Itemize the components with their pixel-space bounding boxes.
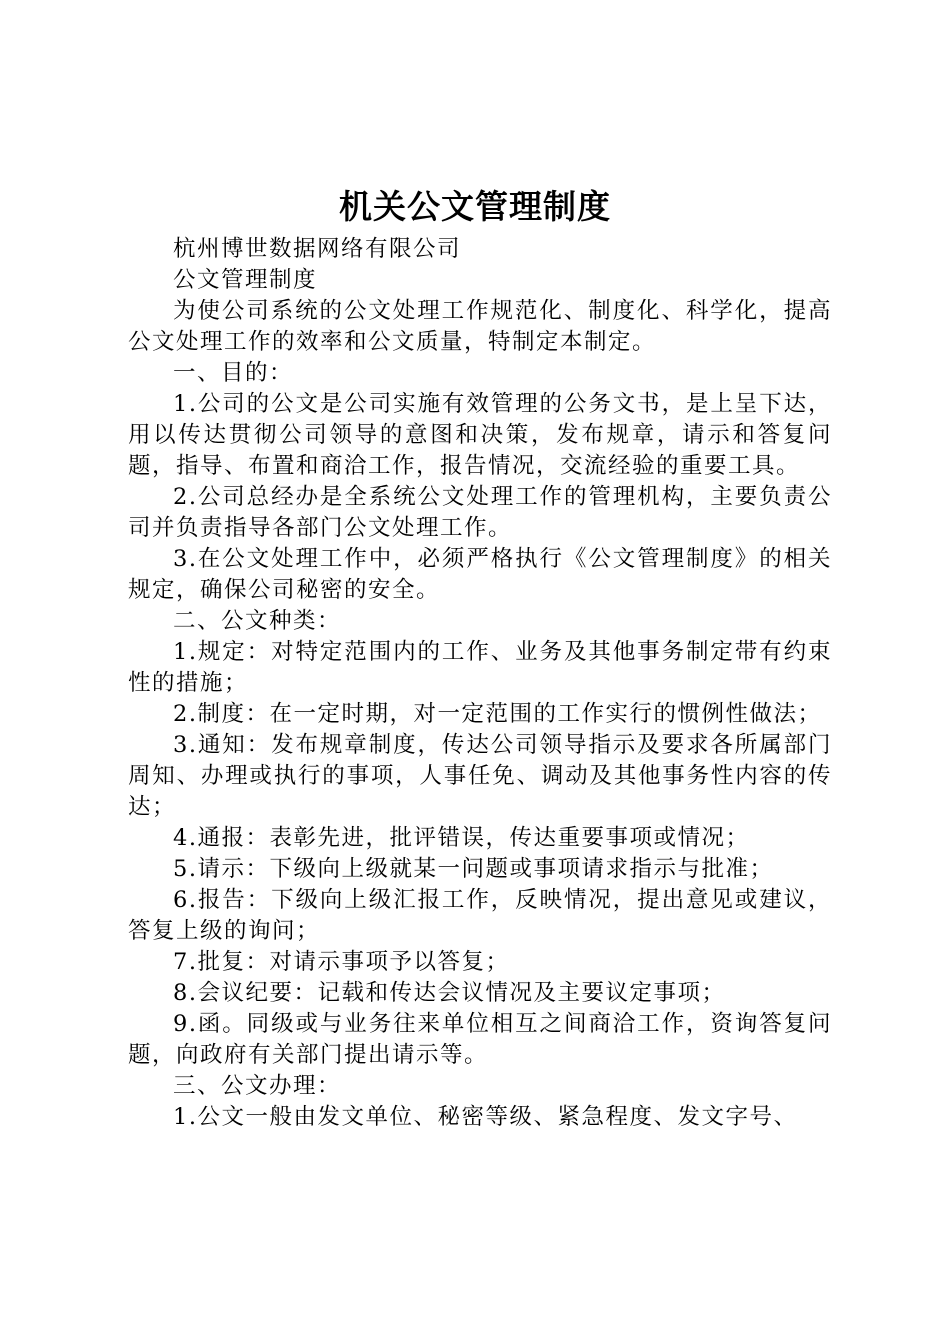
paragraph: 1.公司的公文是公司实施有效管理的公务文书，是上呈下达，用以传达贯彻公司领导的意图和决策，发布规章，请示和答复问题，指导、布置和商洽工作，报告情况，交流经验的重要工具。 [128,391,832,479]
paragraph: 5.请示：下级向上级就某一问题或事项请求指示与批准； [173,856,774,882]
paragraph: 为使公司系统的公文处理工作规范化、制度化、科学化，提高公文处理工作的效率和公文质量，特制定本制定。 [128,298,832,355]
paragraph: 公文管理制度 [173,267,318,293]
paragraph: 6.报告：下级向上级汇报工作，反映情况，提出意见或建议，答复上级的询问； [128,887,832,944]
paragraph: 3.在公文处理工作中，必须严格执行《公文管理制度》的相关规定，确保公司秘密的安全。 [128,546,832,603]
paragraph: 1.规定：对特定范围内的工作、业务及其他事务制定带有约束性的措施； [128,639,832,696]
paragraph: 2.制度：在一定时期，对一定范围的工作实行的惯例性做法； [173,701,822,727]
paragraph: 7.批复：对请示事项予以答复； [173,949,510,975]
document-body [128,234,832,1133]
section-heading: 三、公文办理： [173,1073,342,1099]
document-title: 机关公文管理制度 [339,187,611,226]
section-heading: 二、公文种类： [173,608,342,634]
paragraph: 杭州博世数据网络有限公司 [173,236,462,262]
paragraph: 2.公司总经办是全系统公文处理工作的管理机构，主要负责公司并负责指导各部门公文处理工作。 [128,484,832,541]
paragraph: 4.通报：表彰先进，批评错误，传达重要事项或情况； [173,825,750,851]
paragraph: 9.函。同级或与业务往来单位相互之间商洽工作，资询答复问题，向政府有关部门提出请示等。 [128,1011,832,1068]
paragraph: 1.公文一般由发文单位、秘密等级、紧急程度、发文字号、 [173,1104,798,1130]
paragraph: 3.通知：发布规章制度，传达公司领导指示及要求各所属部门周知、办理或执行的事项，人事任免、调动及其他事务性内容的传达； [128,732,832,820]
section-heading: 一、目的： [173,360,294,386]
paragraph: 8.会议纪要：记载和传达会议情况及主要议定事项； [173,980,726,1006]
